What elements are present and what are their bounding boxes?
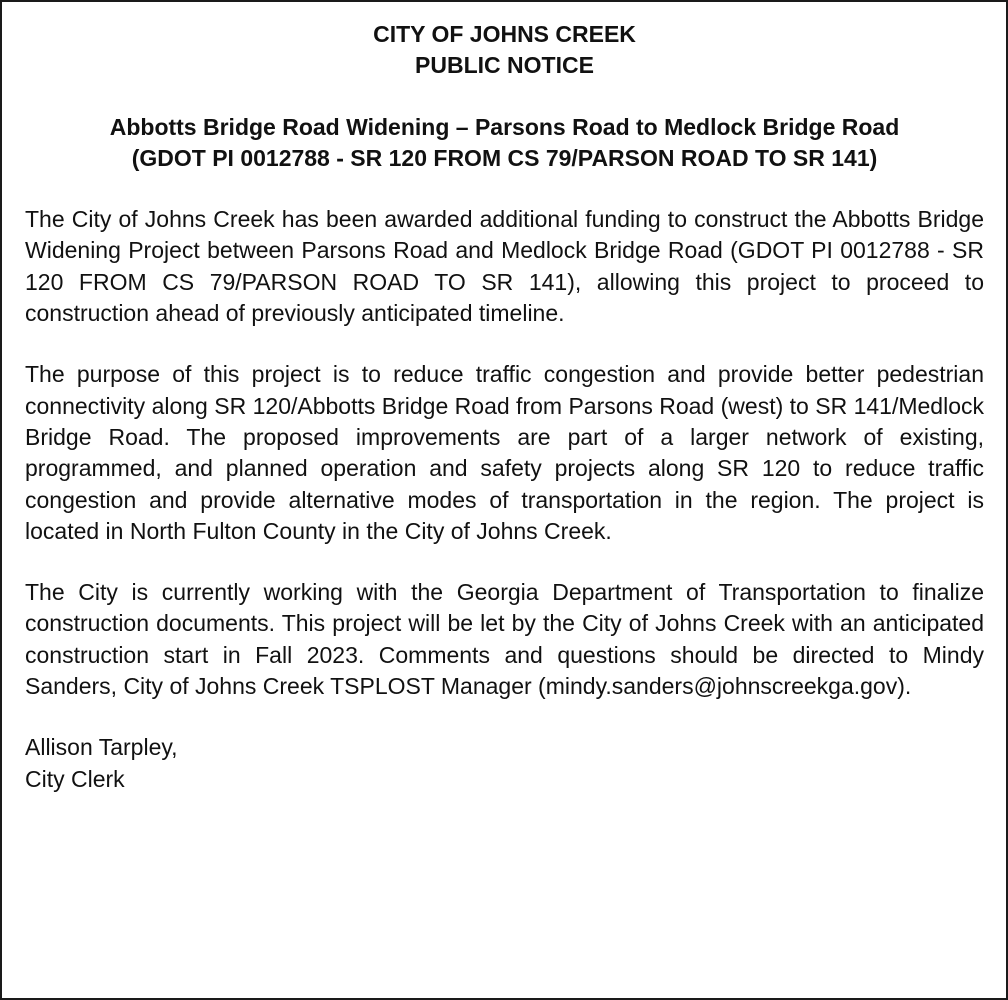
project-reference: (GDOT PI 0012788 - SR 120 FROM CS 79/PARSON ROAD TO SR 141) (131, 144, 878, 171)
notice-header (25, 19, 984, 82)
signature-block (25, 732, 984, 795)
paragraph-purpose: The purpose of this project is to reduce traffic congestion and provide better pedestrian connectivity along SR 120/Abbotts Bridge Road from Parsons Road (west) to SR 141/Medlock Bridge Road. The proposed improvements are part of a larger network of existing, programmed, and planned operation and safety projects along SR 120 to reduce traffic congestion and provide alternative modes of transportation in the region. The project is located in North Fulton County in the City of Johns Creek. (25, 361, 984, 544)
signatory-name: Allison Tarpley, (25, 734, 178, 761)
paragraph-funding: The City of Johns Creek has been awarded additional funding to construct the Abbotts Bridge Widening Project between Parsons Road and Medlock Bridge Road (GDOT PI 0012788 - SR 120 FROM CS 79/PARSON ROAD TO SR 141), allowing this project to proceed to construction ahead of previously anticipated timeline. (25, 206, 984, 327)
signatory-title: City Clerk (25, 765, 125, 792)
project-heading (25, 112, 984, 175)
city-name: CITY OF JOHNS CREEK (373, 21, 636, 47)
notice-type: PUBLIC NOTICE (415, 52, 594, 79)
project-title: Abbotts Bridge Road Widening – Parsons Road to Medlock Bridge Road (109, 113, 900, 140)
paragraph-status: The City is currently working with the Georgia Department of Transportation to finalize construction documents. This project will be let by the City of Johns Creek with an anticipated construction start in Fall 2023. Comments and questions should be directed to Mindy Sanders, City of Johns Creek TSPLOST Manager (mindy.sanders@johnscreekga.gov). (25, 579, 984, 700)
